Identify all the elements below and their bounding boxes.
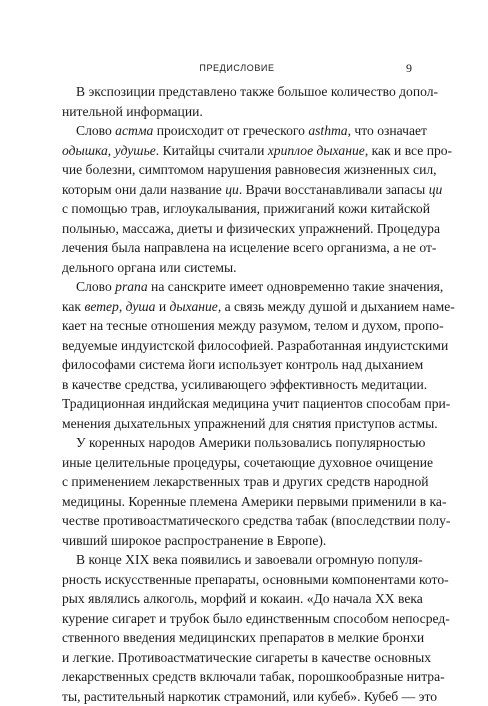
text-run: и легкие. Противоастматические сигареты в качестве основных bbox=[62, 650, 431, 665]
text-line bbox=[62, 180, 408, 200]
text-line bbox=[62, 492, 408, 512]
italic-term: хриплое дыхание bbox=[268, 143, 365, 158]
text-line bbox=[62, 277, 408, 297]
text-run: полынью, массажа, диеты и физических упражнений. Процедура bbox=[62, 221, 440, 236]
text-run: , а связь между душой и дыханием наме- bbox=[218, 299, 455, 314]
text-line bbox=[62, 628, 408, 648]
text-line bbox=[62, 687, 408, 706]
text-run: лекарственных средств включали табак, порошкообразные нитра- bbox=[62, 669, 445, 684]
text-run: , как и все про- bbox=[365, 143, 452, 158]
text-run: нительной информации. bbox=[62, 104, 203, 119]
text-line bbox=[62, 121, 408, 141]
text-run: менения дыхательных упражнений для снятия приступов астмы. bbox=[62, 416, 438, 431]
text-line bbox=[62, 570, 408, 590]
text-run: , что означает bbox=[348, 123, 427, 138]
text-line bbox=[62, 316, 408, 336]
italic-term: prana bbox=[115, 279, 147, 294]
text-run: , bbox=[108, 143, 115, 158]
text-line bbox=[62, 238, 408, 258]
text-line bbox=[62, 648, 408, 668]
text-run: на санскрите имеет одновременно такие значения, bbox=[148, 279, 444, 294]
text-line bbox=[62, 160, 408, 180]
text-line bbox=[62, 375, 408, 395]
text-line bbox=[62, 219, 408, 239]
text-run: У коренных народов Америки пользовались популярностью bbox=[76, 435, 425, 450]
text-run: . Китайцы считали bbox=[156, 143, 268, 158]
text-line bbox=[62, 511, 408, 531]
text-line bbox=[62, 297, 408, 317]
text-line bbox=[62, 82, 408, 102]
text-run: которым они дали название bbox=[62, 182, 225, 197]
paragraph bbox=[62, 277, 408, 433]
text-run: происходит от греческого bbox=[153, 123, 308, 138]
text-run: медицины. Коренные племена Америки первыми применили в ка- bbox=[62, 494, 446, 509]
running-header bbox=[62, 62, 412, 76]
paragraph bbox=[62, 82, 408, 121]
text-line bbox=[62, 394, 408, 414]
text-line bbox=[62, 199, 408, 219]
paragraph bbox=[62, 121, 408, 277]
text-run: кает на тесные отношения между разумом, телом и духом, пропо- bbox=[62, 318, 444, 333]
italic-term: астма bbox=[115, 123, 153, 138]
text-run: ведуемые индуистской философией. Разработанная индуистскими bbox=[62, 338, 448, 353]
text-run: с применением лекарственных трав и других средств народной bbox=[62, 474, 429, 489]
text-run: , bbox=[119, 299, 126, 314]
text-run: рых являлись алкоголь, морфий и кокаин. «До начала XX века bbox=[62, 591, 423, 606]
text-run: с помощью трав, иглоукалывания, прижиганий кожи китайской bbox=[62, 201, 430, 216]
text-run: В конце XIX века появились и завоевали огромную популя- bbox=[76, 552, 423, 567]
text-run: Традиционная индийская медицина учит пациентов способам при- bbox=[62, 396, 450, 411]
page-number: 9 bbox=[406, 61, 412, 76]
text-run: Слово bbox=[76, 279, 115, 294]
text-run: лечения была направлена на исцеление всего организма, а не от- bbox=[62, 240, 436, 255]
text-line bbox=[62, 258, 408, 278]
italic-term: ветер bbox=[84, 299, 118, 314]
italic-term: удушье bbox=[115, 143, 156, 158]
text-run: чивший широкое распространение в Европе). bbox=[62, 533, 326, 548]
text-run: иные целительные процедуры, сочетающие духовное очищение bbox=[62, 455, 433, 470]
italic-term: душа bbox=[126, 299, 156, 314]
text-line bbox=[62, 433, 408, 453]
text-line bbox=[62, 472, 408, 492]
text-line bbox=[62, 102, 408, 122]
running-title: ПРЕДИСЛОВИЕ bbox=[62, 63, 412, 73]
italic-term: одышка bbox=[62, 143, 108, 158]
text-run: ты, растительный наркотик страмоний, или кубеб». Кубеб — это bbox=[62, 689, 437, 704]
paragraph bbox=[62, 433, 408, 550]
text-run: философами система йоги использует контроль над дыханием bbox=[62, 357, 423, 372]
text-run: рность искусственные препараты, основными компонентами кото- bbox=[62, 572, 449, 587]
text-line bbox=[62, 453, 408, 473]
text-line bbox=[62, 355, 408, 375]
italic-term: ци bbox=[429, 182, 443, 197]
text-line bbox=[62, 141, 408, 161]
body-text bbox=[62, 82, 408, 706]
text-run: как bbox=[62, 299, 84, 314]
text-line bbox=[62, 336, 408, 356]
text-line bbox=[62, 589, 408, 609]
italic-term: дыхание bbox=[170, 299, 218, 314]
text-run: . Врачи восстанавливали запасы bbox=[239, 182, 429, 197]
text-line bbox=[62, 414, 408, 434]
text-run: в качестве средства, усиливающего эффективность медитации. bbox=[62, 377, 427, 392]
text-run: и bbox=[155, 299, 169, 314]
text-line bbox=[62, 550, 408, 570]
text-run: В экспозиции представлено также большое количество допол- bbox=[76, 84, 438, 99]
paragraph bbox=[62, 550, 408, 706]
text-run: дельного органа или системы. bbox=[62, 260, 237, 275]
italic-term: asthma bbox=[308, 123, 347, 138]
text-line bbox=[62, 609, 408, 629]
italic-term: ци bbox=[225, 182, 239, 197]
text-run: Слово bbox=[76, 123, 115, 138]
text-run: чие болезни, симптомом нарушения равновесия жизненных сил, bbox=[62, 162, 437, 177]
text-run: честве противоастматического средства табак (впоследствии полу- bbox=[62, 513, 450, 528]
text-run: курение сигарет и трубок было единственным способом непосред- bbox=[62, 611, 450, 626]
text-line bbox=[62, 531, 408, 551]
text-line bbox=[62, 667, 408, 687]
text-run: ственного введения медицинских препаратов в мелкие бронхи bbox=[62, 630, 424, 645]
